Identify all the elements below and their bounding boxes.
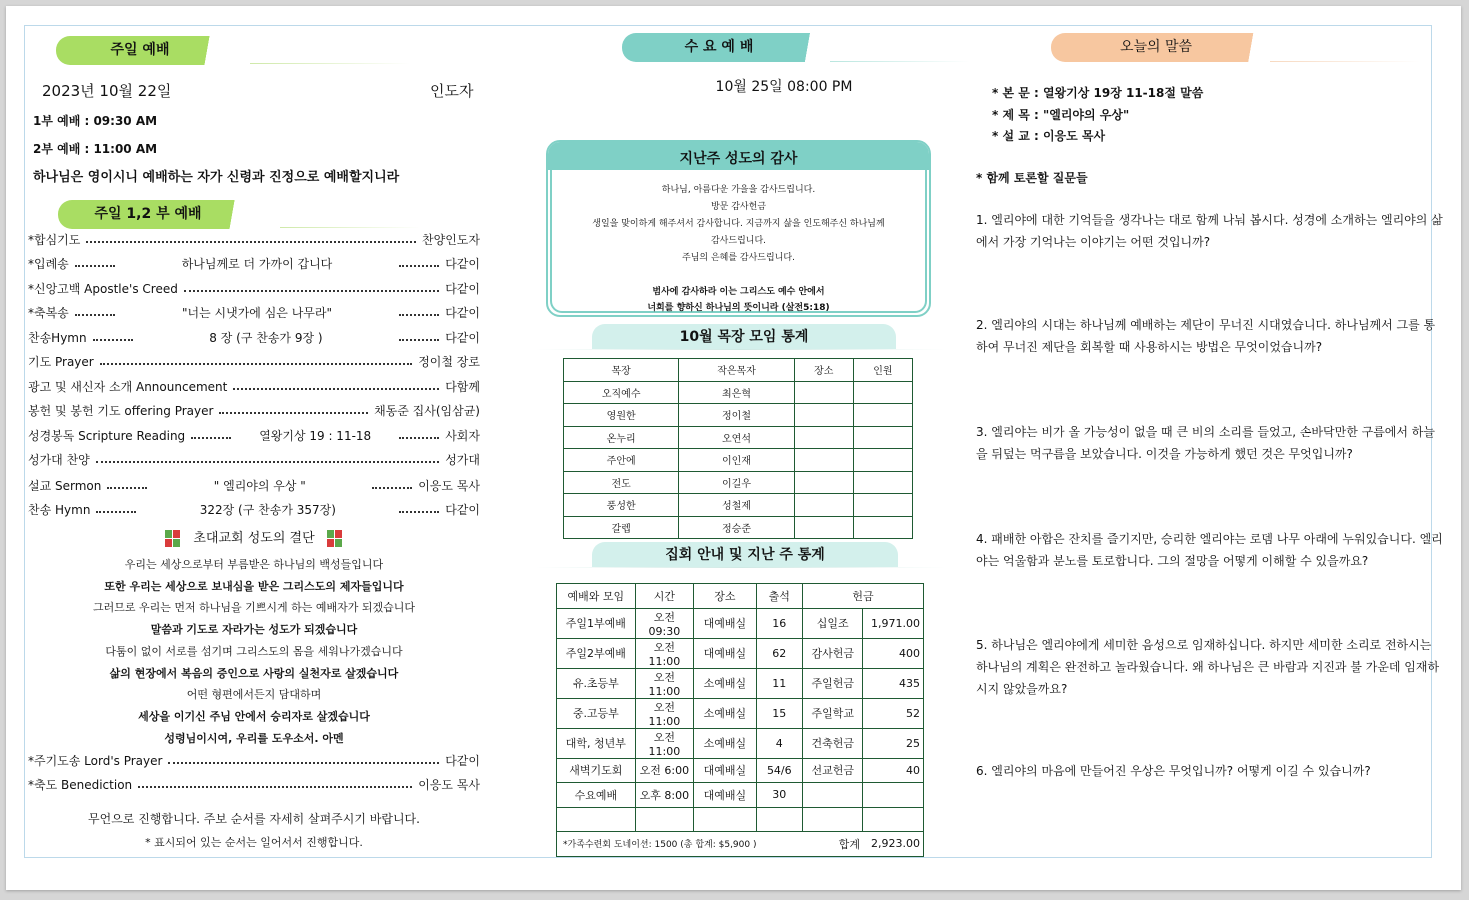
order-item: 설교 Sermon <box>28 478 102 493</box>
table-cell: 1,971.00 <box>863 608 924 638</box>
table-row <box>564 426 913 449</box>
wed-datetime: 10월 25일 08:00 PM <box>715 79 853 95</box>
table-cell: 이인재 <box>679 449 794 472</box>
table-cell: 성철제 <box>679 494 794 517</box>
thanks-lines <box>556 182 921 267</box>
order-detail: 322장 (구 찬송가 357장) <box>199 502 336 517</box>
table-cell: 30 <box>756 783 802 808</box>
dot-leader <box>168 756 439 764</box>
order-person: 성가대 <box>445 452 480 467</box>
table-cell: 대학, 청년부 <box>557 728 636 758</box>
order-item: *합심기도 <box>28 232 81 247</box>
meeting-divider <box>536 567 946 568</box>
table-cell: 오전 11:00 <box>635 668 693 698</box>
thanks-box <box>546 140 931 317</box>
table-cell: 주일헌금 <box>802 668 862 698</box>
order-person: 다같이 <box>445 305 480 320</box>
table-cell <box>802 783 862 808</box>
motto: 하나님은 영이시니 예배하는 자가 신령과 진정으로 예배할지니라 <box>33 170 400 185</box>
meeting-title: 집회 안내 및 지난 주 통계 <box>592 542 898 568</box>
table-cell: 16 <box>756 608 802 638</box>
table-cell: 소예배실 <box>694 668 757 698</box>
order-person: 다같이 <box>445 502 480 517</box>
table-cell: 수요예배 <box>557 783 636 808</box>
leader-label: 인도자 <box>430 82 474 100</box>
table-cell <box>853 449 912 472</box>
creed-line: 그러므로 우리는 먼저 하나님을 기쁘시게 하는 예배자가 되겠습니다 <box>92 601 415 615</box>
table-cell <box>557 807 636 832</box>
thanks-verse-1: 범사에 감사하라 이는 그리스도 예수 안에서 <box>652 287 825 297</box>
creed-heading <box>28 527 480 548</box>
total-label: 합계 <box>802 832 862 857</box>
dot-leader <box>399 333 439 341</box>
table-cell <box>853 516 912 539</box>
moksang-title: 10월 목장 모임 통계 <box>592 324 896 350</box>
table-cell: 오직예수 <box>564 381 679 404</box>
dot-leader <box>75 308 115 316</box>
dot-leader <box>399 308 439 316</box>
order-row <box>28 228 480 250</box>
table-cell: 주일학교 <box>802 698 862 728</box>
dot-leader <box>219 406 368 414</box>
order-row <box>28 424 480 446</box>
order-person: 다같이 <box>445 281 480 296</box>
creed-line: 삶의 현장에서 복음의 증인으로 사랑의 실천자로 살겠습니다 <box>109 666 399 680</box>
table-header: 출석 <box>756 584 802 609</box>
table-cell <box>853 381 912 404</box>
table-cell: 15 <box>756 698 802 728</box>
table-cell: 435 <box>863 668 924 698</box>
order-detail: 8 장 (구 찬송가 9장 ) <box>209 330 323 345</box>
table-cell <box>853 471 912 494</box>
table-cell <box>853 494 912 517</box>
table-cell <box>802 807 862 832</box>
service-date: 2023년 10월 22일 <box>42 82 172 100</box>
table-cell: 감사헌금 <box>802 638 862 668</box>
table-row <box>557 783 924 808</box>
table-row <box>557 668 924 698</box>
todays-word-tab <box>1051 33 1281 62</box>
table-header: 장소 <box>694 584 757 609</box>
dot-leader <box>399 259 439 267</box>
creed-title: 초대교회 성도의 결단 <box>193 531 315 546</box>
table-cell: 십일조 <box>802 608 862 638</box>
order-detail: " 엘리야의 우상 " <box>213 478 306 493</box>
order-person: 정이철 장로 <box>418 354 480 369</box>
table-cell: 건축헌금 <box>802 728 862 758</box>
table-cell: 선교헌금 <box>802 758 862 783</box>
table-cell <box>794 516 853 539</box>
table-cell <box>635 807 693 832</box>
table-cell: 새벽기도회 <box>557 758 636 783</box>
table-cell: 오전 11:00 <box>635 638 693 668</box>
table-cell: 대예배실 <box>694 608 757 638</box>
sermon-title: * 제 목 : "엘리야의 우상" <box>992 108 1130 122</box>
order-row <box>28 326 480 348</box>
table-cell: 400 <box>863 638 924 668</box>
order-item: 성경봉독 Scripture Reading <box>28 428 186 443</box>
table-cell: 정승준 <box>679 516 794 539</box>
order-row <box>28 252 480 274</box>
thanks-title: 지난주 성도의 감사 <box>679 151 798 167</box>
table-cell <box>794 449 853 472</box>
thanks-line: 감사드립니다. <box>710 236 767 246</box>
dot-leader <box>233 382 439 390</box>
discussion-question: 2. 엘리야의 시대는 하나님께 예배하는 제단이 무너진 시대였습니다. 하나님께서 그를 통하여 무너진 제단을 회복할 때 사용하시는 방법은 무엇이었습니까? <box>976 318 1436 354</box>
table-cell: 주일2부예배 <box>557 638 636 668</box>
table-row <box>564 471 913 494</box>
table-cell: 40 <box>863 758 924 783</box>
table-cell <box>794 426 853 449</box>
table-cell: 중.고등부 <box>557 698 636 728</box>
tab-underline <box>250 63 410 64</box>
moksang-table <box>563 358 913 539</box>
table-cell: 오전 11:00 <box>635 698 693 728</box>
table-cell: 정이철 <box>679 404 794 427</box>
table-cell: 4 <box>756 728 802 758</box>
table-cell <box>853 404 912 427</box>
table-cell: 오전 09:30 <box>635 608 693 638</box>
table-cell: 풍성한 <box>564 494 679 517</box>
table-cell: 갈렙 <box>564 516 679 539</box>
sunday-service-tab <box>56 36 264 65</box>
dot-leader <box>96 455 439 463</box>
discussion-question: 5. 하나님은 엘리야에게 세미한 음성으로 임재하십니다. 하지만 세미한 소리로 전하시는 하나님의 계획은 완전하고 놀라웠습니다. 왜 하나님은 큰 바람과 지진과 불 가운데 임재하시지 않았을까요? <box>976 638 1440 696</box>
table-row <box>564 404 913 427</box>
order-row <box>28 773 480 795</box>
table-cell: 대예배실 <box>694 783 757 808</box>
order-row <box>28 277 480 299</box>
table-cell <box>863 807 924 832</box>
order-person: 사회자 <box>445 428 480 443</box>
thanks-line: 하나님, 아름다운 가을을 감사드립니다. <box>661 185 816 195</box>
order-row <box>28 749 480 771</box>
order-person: 이응도 목사 <box>418 777 480 792</box>
table-cell: 대예배실 <box>694 638 757 668</box>
order-row <box>28 399 480 421</box>
table-cell: 최은혁 <box>679 381 794 404</box>
donation-note: *가족수련회 도네이션: 1500 (총 합계: $5,900 ) <box>557 832 803 857</box>
dot-leader <box>399 431 439 439</box>
preacher: * 설 교 : 이응도 목사 <box>992 129 1106 143</box>
order-row <box>28 375 480 397</box>
order-person: 찬양인도자 <box>422 232 480 247</box>
table-cell <box>794 471 853 494</box>
table-cell: 영원한 <box>564 404 679 427</box>
order-row <box>28 498 480 520</box>
order-item: *축복송 <box>28 305 69 320</box>
thanks-line: 주님의 은혜를 감사드립니다. <box>682 253 795 263</box>
table-cell: 오전 11:00 <box>635 728 693 758</box>
order-person: 다같이 <box>445 330 480 345</box>
order-row <box>28 448 480 470</box>
order-item: 찬송Hymn <box>28 330 87 345</box>
order-item: *주기도송 Lord's Prayer <box>28 753 163 768</box>
table-row <box>557 728 924 758</box>
table-row <box>557 758 924 783</box>
order-person: 채동준 집사(임삼균) <box>374 403 480 418</box>
wed-tab-title: 수 요 예 배 <box>684 39 754 55</box>
table-cell <box>794 404 853 427</box>
order-person: 다같이 <box>445 256 480 271</box>
dot-leader <box>75 259 115 267</box>
order-person: 다같이 <box>445 753 480 768</box>
tab-title: 주일 예배 <box>110 42 170 58</box>
table-cell: 오연석 <box>679 426 794 449</box>
order-row <box>28 301 480 323</box>
tab-underline <box>1270 61 1420 62</box>
table-cell <box>756 807 802 832</box>
dot-leader <box>399 505 439 513</box>
dot-leader <box>138 780 412 788</box>
creed-line: 성령님이시여, 우리를 도우소서. 아멘 <box>164 731 344 745</box>
thanks-line: 방문 감사헌금 <box>710 202 767 212</box>
order-item: 봉헌 및 봉헌 기도 offering Prayer <box>28 403 214 418</box>
order-item: *신앙고백 Apostle's Creed <box>28 281 178 296</box>
order-item: *축도 Benediction <box>28 777 133 792</box>
creed-line: 세상을 이기신 주님 안에서 승리자로 살겠습니다 <box>138 709 370 723</box>
creed-line: 또한 우리는 세상으로 보내심을 받은 그리스도의 제자들입니다 <box>104 579 404 593</box>
table-header: 예배와 모임 <box>557 584 636 609</box>
service-time-1: 1부 예배 : 09:30 AM <box>33 114 158 128</box>
table-cell <box>794 494 853 517</box>
dot-leader <box>372 481 412 489</box>
table-cell <box>794 381 853 404</box>
table-header: 작은목자 <box>679 359 794 382</box>
total-value: 2,923.00 <box>863 832 924 857</box>
discussion-question: 6. 엘리야의 마음에 만들어진 우상은 무엇입니까? 어떻게 이길 수 있습니까? <box>976 764 1371 778</box>
meeting-table <box>556 583 924 857</box>
table-header: 시간 <box>635 584 693 609</box>
dot-leader <box>107 481 147 489</box>
table-cell: 11 <box>756 668 802 698</box>
order-row <box>28 474 480 496</box>
table-cell: 54/6 <box>756 758 802 783</box>
table-cell: 대예배실 <box>694 758 757 783</box>
order-tab <box>58 200 298 229</box>
order-item: *입례송 <box>28 256 69 271</box>
moksang-divider <box>536 349 946 350</box>
table-row <box>557 638 924 668</box>
order-detail: 열왕기상 19 : 11-18 <box>259 428 372 443</box>
order-person: 다함께 <box>445 379 480 394</box>
table-row <box>557 807 924 832</box>
table-cell: 52 <box>863 698 924 728</box>
table-cell: 25 <box>863 728 924 758</box>
stand-note: * 표시되어 있는 순서는 일어서서 진행합니다. <box>145 836 363 849</box>
table-header-row <box>564 359 913 382</box>
order-row <box>28 350 480 372</box>
order-item: 광고 및 새신자 소개 Announcement <box>28 379 228 394</box>
table-header-row <box>557 584 924 609</box>
table-cell <box>853 426 912 449</box>
creed-line: 우리는 세상으로부터 부름받은 하나님의 백성들입니다 <box>124 558 384 571</box>
table-cell: 소예배실 <box>694 728 757 758</box>
discussion-label: * 함께 토론할 질문들 <box>976 171 1088 185</box>
table-cell: 유.초등부 <box>557 668 636 698</box>
dot-leader <box>86 235 416 243</box>
service-time-2: 2부 예배 : 11:00 AM <box>33 142 158 156</box>
table-row <box>564 381 913 404</box>
table-cell <box>694 807 757 832</box>
order-item: 찬송 Hymn <box>28 502 91 517</box>
table-header: 인원 <box>853 359 912 382</box>
creed-line: 어떤 형편에서든지 담대하며 <box>186 688 322 702</box>
table-row <box>557 608 924 638</box>
table-footer-row <box>557 832 924 857</box>
table-cell: 이길우 <box>679 471 794 494</box>
wednesday-service-tab <box>622 33 846 62</box>
table-header: 장소 <box>794 359 853 382</box>
dot-leader <box>93 333 133 341</box>
table-row <box>564 449 913 472</box>
church-logo-icon <box>327 530 343 548</box>
table-row <box>564 494 913 517</box>
scripture: * 본 문 : 열왕기상 19장 11-18절 말씀 <box>992 86 1204 100</box>
table-cell: 오후 8:00 <box>635 783 693 808</box>
order-item: 기도 Prayer <box>28 354 94 369</box>
creed-line: 말씀과 기도로 자라가는 성도가 되겠습니다 <box>150 623 358 637</box>
order-detail: "너는 시냇가에 심은 나무라" <box>182 305 332 320</box>
order-item: 성가대 찬양 <box>28 452 90 467</box>
table-row <box>557 698 924 728</box>
thanks-line: 생일을 맞이하게 해주셔서 감사합니다. 지금까지 삶을 인도해주신 하나님께 <box>592 219 885 229</box>
table-cell: 주안에 <box>564 449 679 472</box>
dot-leader <box>96 505 136 513</box>
thanks-verse-2: 너희를 향하신 하나님의 뜻이니라 (살전5:18) <box>647 303 830 313</box>
thanks-content <box>550 170 927 313</box>
table-cell: 전도 <box>564 471 679 494</box>
table-header: 목장 <box>564 359 679 382</box>
tab-underline <box>830 61 970 62</box>
dot-leader <box>100 357 412 365</box>
dot-leader <box>184 284 439 292</box>
order-person: 이응도 목사 <box>418 478 480 493</box>
word-tab-title: 오늘의 말씀 <box>1119 39 1193 55</box>
discussion-question: 1. 엘리야에 대한 기억들을 생각나는 대로 함께 나눠 봅시다. 성경에 소개하는 엘리야의 삶에서 가장 기억나는 이야기는 어떤 것입니까? <box>976 213 1443 249</box>
table-header: 헌금 <box>802 584 923 609</box>
discussion-question: 3. 엘리야는 비가 올 가능성이 없을 때 큰 비의 소리를 들었고, 손바닥만한 구름에서 하늘을 뒤덮는 먹구름을 보았습니다. 이것을 가능하게 했던 것은 무엇입니까? <box>976 425 1435 461</box>
church-logo-icon <box>165 530 181 548</box>
table-row <box>564 516 913 539</box>
dot-leader <box>191 431 231 439</box>
discussion-question: 4. 패배한 아합은 잔치를 즐기지만, 승리한 엘리야는 로뎀 나무 아래에 누워있습니다. 엘리야는 억울함과 분노를 토로합니다. 그의 절망을 어떻게 이해할 수 있을까요? <box>976 532 1443 568</box>
table-cell: 소예배실 <box>694 698 757 728</box>
order-tab-title: 주일 1,2 부 예배 <box>94 206 202 222</box>
table-cell <box>863 783 924 808</box>
table-cell: 62 <box>756 638 802 668</box>
silent-note: 무언으로 진행합니다. 주보 순서를 자세히 살펴주시기 바랍니다. <box>88 812 420 826</box>
creed-line: 다툼이 없이 서로를 섬기며 그리스도의 몸을 세워나가겠습니다 <box>105 644 403 658</box>
table-cell: 오전 6:00 <box>635 758 693 783</box>
table-cell: 온누리 <box>564 426 679 449</box>
table-cell: 주일1부예배 <box>557 608 636 638</box>
order-detail: 하나님께로 더 가까이 갑니다 <box>181 256 333 271</box>
